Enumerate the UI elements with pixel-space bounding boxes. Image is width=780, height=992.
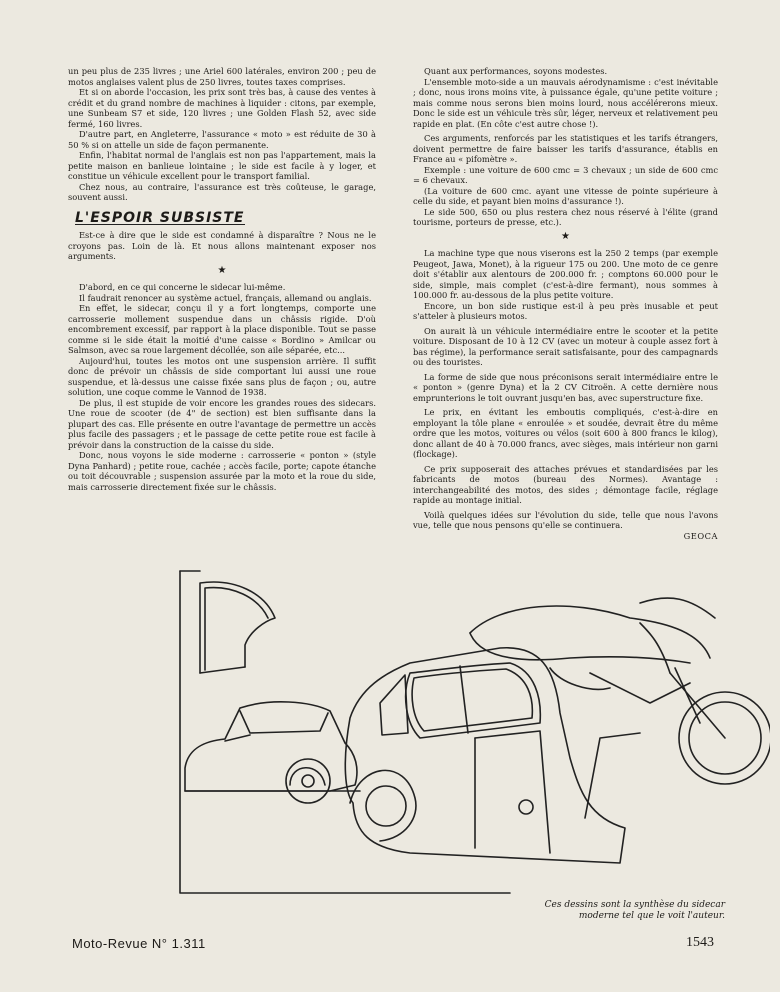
paragraph: Et si on aborde l'occasion, les prix sont très bas, à cause des ventes à crédit et du grand nombre de machines à liquider : citons, par exemple, une Sunbeam S7 et side, 120 livres ; une Golden Flash 52, avec side fermé, 160 livres. xyxy=(68,87,376,129)
paragraph: De plus, il est stupide de voir encore les grandes roues des sidecars. Une roue de scooter (de 4" de section) est bien suffisante dans la plupart des cas. Elle présente en outre l'avantage de permettre un accès plus facile des passagers ; et le passage de cette petite roue est facile à prévoir dans la construction de la caisse du side. xyxy=(68,397,376,450)
magazine-issue: Moto-Revue N° 1.311 xyxy=(72,936,206,951)
section-heading: L'ESPOIR SUBSISTE xyxy=(75,209,245,226)
paragraph: Le prix, en évitant les emboutis compliqués, c'est-à-dire en employant la tôle plane « enroulée » et soudée, devrait être du même ordre que les motos, voitures ou vélos (soit 600 à 800 francs le kilog), donc allant de 40 à 70.000 francs, avec sièges, mais intérieur non garni (flockage). xyxy=(413,407,718,459)
star-separator: ★ xyxy=(217,264,227,276)
roof-sketch xyxy=(200,582,275,673)
right-column xyxy=(413,66,718,541)
paragraph: Est-ce à dire que le side est condamné à disparaître ? Nous ne le croyons pas. Loin de là. Et nous allons maintenant exposer nos arguments. xyxy=(68,230,376,261)
paragraph: D'autre part, en Angleterre, l'assurance « moto » est réduite de 30 à 50 % si on attelle un side de façon permanente. xyxy=(68,129,376,150)
paragraph: Encore, un bon side rustique est-il à peu près inusable et peut s'atteler à plusieurs motos. xyxy=(413,300,718,321)
paragraph: On aurait là un véhicule intermédiaire entre le scooter et la petite voiture. Disposant de 10 à 12 CV (avec un moteur à couple assez fort à bas régime), la performance serait satisfaisante, pour des campagnards ou des touristes. xyxy=(413,325,718,367)
left-column xyxy=(68,66,376,492)
star-separator: ★ xyxy=(561,230,570,242)
paragraph: Il faudrait renoncer au système actuel, français, allemand ou anglais. xyxy=(79,292,372,303)
paragraph: Ce prix supposerait des attaches prévues et standardisées par les fabricants de motos (bureau des Normes). Avantage : interchangeabilité des motos, des sides ; démontage facile, réglage rapide au montage initial. xyxy=(413,463,718,505)
paragraph: Le side 500, 650 ou plus restera chez nous réservé à l'élite (grand tourisme, porteurs de presse, etc.). xyxy=(413,206,718,227)
page-number: 1543 xyxy=(686,935,714,950)
paragraph: un peu plus de 235 livres ; une Ariel 600 latérales, environ 200 ; peu de motos anglaises valent plus de 250 livres, toutes taxes comprises. xyxy=(68,66,376,87)
sidecar-illustration xyxy=(170,563,770,908)
paragraph: Donc, nous voyons le side moderne : carrosserie « ponton » (style Dyna Panhard) ; petite roue, cachée ; accès facile, porte; capote étanche ou toit découvrable ; suspension assurée par la moto et la roue du side, mais carrosserie directement fixée sur le châssis. xyxy=(68,450,376,492)
paragraph: Aujourd'hui, toutes les motos ont une suspension arrière. Il suffit donc de prévoir un châssis de side comportant lui aussi une roue suspendue, et là-dessus une caisse fixée sans plus de façon ; ou, autre solution, une coque comme le Vannod de 1938. xyxy=(68,355,376,397)
paragraph: En effet, le sidecar, conçu il y a fort longtemps, comporte une carrosserie mollement suspendue dans un châssis rigide. D'où encombrement excessif, par rapport à la place disponible. Tout se passe comme si le side était la moitié d'une caisse « Bordino » Amilcar ou Salmson, avec sa roue largement décollée, son aile séparée, etc... xyxy=(68,303,376,355)
paragraph: Chez nous, au contraire, l'assurance est très coûteuse, le garage, souvent aussi. xyxy=(68,181,376,202)
paragraph: Voilà quelques idées sur l'évolution du side, telle que nous l'avons vue, telle que nous pensons qu'elle se continuera. xyxy=(413,509,718,530)
author-signature: GEOCA xyxy=(683,530,718,541)
side-profile-sketch xyxy=(185,702,360,803)
sidecar-body-drawing xyxy=(345,648,640,863)
paragraph: Quant aux performances, soyons modestes. xyxy=(424,66,608,76)
paragraph: D'abord, en ce qui concerne le sidecar lui-même. xyxy=(79,282,286,292)
paragraph: Ces arguments, renforcés par les statistiques et les tarifs étrangers, doivent permettre de faire baisser les tarifs d'assurance, établis en France au « pifomètre ». xyxy=(413,133,718,164)
paragraph: Enfin, l'habitat normal de l'anglais est non pas l'appartement, mais la petite maison en banlieue lointaine ; le side est facile à y loger, et constitue un véhicule excellent pour le transport familial. xyxy=(68,150,376,181)
paragraph: La forme de side que nous préconisons serait intermédiaire entre le « ponton » (genre Dyna) et la 2 CV Citroën. A cette dernière nous emprunterions le toit ouvrant jusqu'en bas, avec superstructure fixe. xyxy=(413,371,718,403)
paragraph: La machine type que nous viserons est la 250 2 temps (par exemple Peugeot, Jawa, Monet), à la rigueur 175 ou 200. Une moto de ce genre doit s'établir aux alentours de 200.000 fr. ; comptons 60.000 pour le side, simple, mais complet (c'est-à-dire fermant), nous sommes à 100.000 fr. au-dessous de la plus petite voiture. xyxy=(413,248,718,300)
illustration-caption: Ces dessins sont la synthèse du sidecar moderne tel que le voit l'auteur. xyxy=(544,900,725,921)
paragraph: (La voiture de 600 cmc. ayant une vitesse de pointe supérieure à celle du side, et payant bien moins d'assurance !). xyxy=(413,185,718,206)
bracket-line xyxy=(180,571,510,893)
paragraph: Exemple : une voiture de 600 cmc = 3 chevaux ; un side de 600 cmc = 6 chevaux. xyxy=(413,164,718,185)
paragraph: L'ensemble moto-side a un mauvais aérodynamisme : c'est inévitable ; donc, nous irons moins vite, à puissance égale, qu'une petite voiture ; mais comme nous serons bien moins lourd, nous accélérerons mieux. Donc le side est un véhicule très sûr, léger, nerveux et relativement peu rapide en plat. (En côte c'est autre chose !). xyxy=(413,76,718,129)
motorcycle-drawing xyxy=(470,598,770,784)
